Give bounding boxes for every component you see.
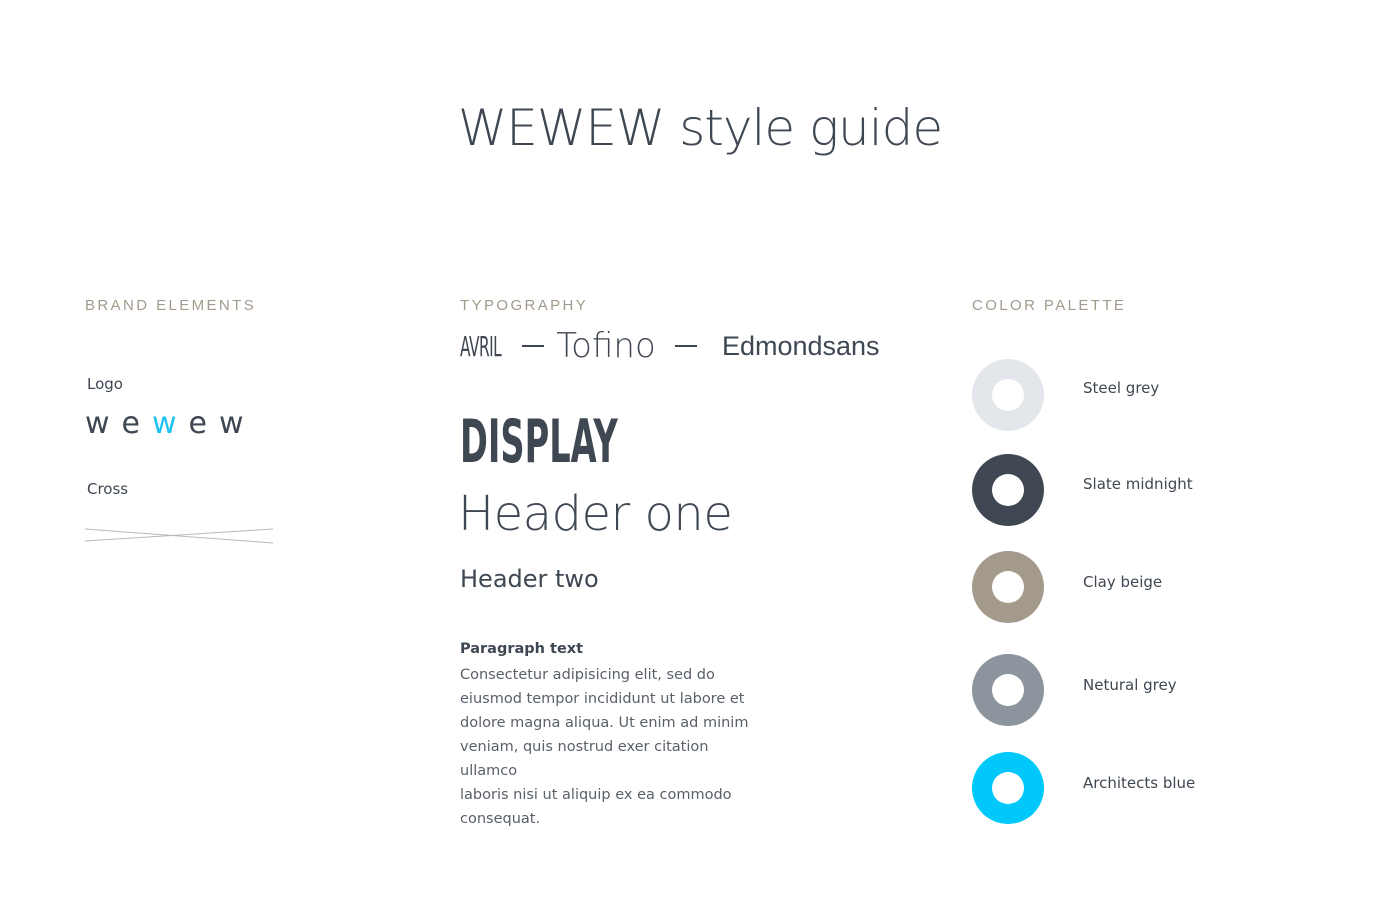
typography-heading: TYPOGRAPHY [460, 297, 589, 314]
swatch-slate-midnight [972, 454, 1044, 526]
paragraph-body: Consectetur adipisicing elit, sed do eiusmod tempor incididunt ut labore et dolore magna aliqua. Ut enim ad minim veniam, quis nostrud exer citation ullamco laboris nisi ut aliquip ex ea commodo consequat. [460, 667, 749, 827]
paragraph-title: Paragraph text [460, 641, 584, 657]
page-title: WEWEW style guide [457, 99, 943, 157]
display-sample: DISPLAY [460, 407, 618, 477]
swatch-steel-grey [972, 359, 1044, 431]
font-tofino: Tofino [556, 326, 656, 366]
font-edmondsans: Edmondsans [721, 330, 880, 361]
swatch-label-clay-beige: Clay beige [1083, 573, 1163, 591]
header-two-sample: Header two [460, 565, 599, 593]
cross-label: Cross [87, 480, 129, 498]
swatch-architects-blue [972, 752, 1044, 824]
swatch-label-slate-midnight: Slate midnight [1083, 475, 1193, 493]
header-one-sample: Header one [458, 486, 733, 542]
logo-text-start: we [85, 406, 152, 441]
logo-text-accent: w [152, 406, 189, 441]
swatch-netural-grey [972, 654, 1044, 726]
logo-label: Logo [87, 375, 123, 393]
font-separator [675, 345, 697, 347]
brand-elements-heading: BRAND ELEMENTS [85, 297, 257, 314]
font-separator [522, 345, 544, 347]
wewew-logo [85, 404, 256, 444]
font-families-row [460, 326, 880, 370]
logo-text-end: ew [188, 406, 256, 441]
swatch-label-architects-blue: Architects blue [1083, 774, 1196, 792]
swatch-clay-beige [972, 551, 1044, 623]
swatch-label-netural-grey: Netural grey [1083, 676, 1177, 694]
color-palette-heading: COLOR PALETTE [972, 297, 1127, 314]
font-avril: AVRIL [460, 329, 502, 363]
cross-graphic [85, 527, 273, 545]
swatch-label-steel-grey: Steel grey [1083, 379, 1160, 397]
